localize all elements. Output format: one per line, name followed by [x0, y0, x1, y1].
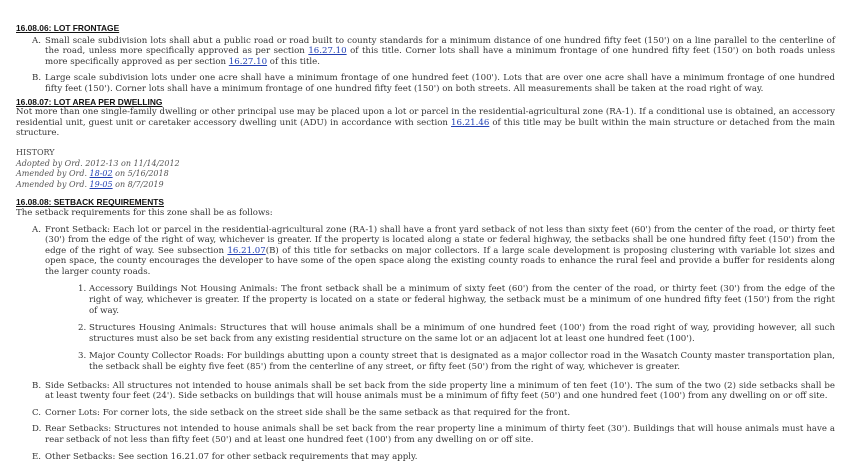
list-item — [16, 408, 835, 419]
item-marker: D. — [32, 424, 42, 435]
item-text: Side Setbacks: All structures not intended to house animals shall be set back from the side property line a minimum of ten feet (10'). The sum of the two (2) side setbacks shall be at least twenty four feet (24'). Side setbacks on buildings that will house animals must be a minimum of fifty feet (50') and one hundred feet (100') from any dwelling on or off site. — [45, 380, 835, 402]
item-marker: 1. — [78, 284, 87, 295]
section-link[interactable]: 16.27.10 — [228, 56, 268, 67]
text-run: Amended by Ord. — [16, 179, 90, 189]
section-link[interactable]: 16.27.10 — [308, 46, 347, 57]
section-link[interactable]: 16.21.46 — [451, 117, 490, 128]
section-heading-setback: 16.08.08: SETBACK REQUIREMENTS — [16, 197, 164, 208]
item-marker: B. — [32, 73, 42, 84]
sub-list-item — [16, 284, 835, 316]
section-heading-lot-frontage: 16.08.06: LOT FRONTAGE — [16, 23, 120, 33]
item-marker: B. — [32, 380, 42, 391]
text-run: (B) of this title for setbacks on major collectors. If a large scale development is proposing clustering with variable lot sizes and open space, the county encourages the developer to have some of the open space along the existing county roads to enhance the rural feel and provide a buffer for residents along the larger county roads. — [45, 245, 835, 277]
item-marker: A. — [32, 35, 41, 46]
history-title: HISTORY — [16, 147, 55, 157]
history-entry — [16, 169, 835, 180]
item-text: Large scale subdivision lots under one acre shall have a minimum frontage of one hundred feet (100'). Lots that are over one acre shall have a minimum frontage of one hundred fifty feet (150'). Corner lots shall have a minimum frontage of one hundred fifty feet (150') on both streets. All measurements shall be taken at the road right of way. — [45, 73, 835, 94]
text-run: of this title may be built within the main structure or detached from the main structure. — [16, 117, 835, 139]
text-run: on 5/16/2018 — [112, 169, 169, 179]
item-text: Structures Housing Animals: Structures that will house animals shall be a minimum of one hundred feet (100') from the road right of way, providing however, all such structures must also be set back from any existing residential structure on the same lot or an adjacent lot at least one hundred feet (100'). — [89, 323, 835, 344]
item-marker: A. — [32, 224, 41, 235]
text-run: Small scale subdivision lots shall abut a public road or road built to county standards for a minimum distance of one hundred fifty feet (150') on a line parallel to the centerline of the road, unless more specifically approved as per section — [45, 35, 835, 57]
item-text — [45, 225, 835, 278]
ordinance-link[interactable]: 18-02 — [89, 169, 113, 179]
ordinance-link[interactable]: 19-05 — [89, 179, 113, 189]
lot-area-paragraph — [16, 107, 835, 139]
history-entry: Adopted by Ord. 2012-13 on 11/14/2012 — [16, 158, 180, 168]
sub-list-item — [16, 351, 835, 372]
list-item — [16, 424, 835, 445]
text-run: Amended by Ord. — [16, 169, 90, 179]
text-run: Front Setback: Each lot or parcel in the residential-agricultural zone (RA-1) shall have a front yard setback of not less than sixty feet (60') from the center of the road, or thirty feet (30') from the edge of the right of way, whichever is greater. If the property is located along a state or federal highway, the setbacks shall be one hundred fifty feet (150') from the edge of the right of way. See subsection — [45, 224, 835, 256]
history-entry — [16, 180, 835, 191]
sub-list-item — [16, 323, 835, 344]
list-item — [16, 225, 835, 278]
section-link[interactable]: 16.21.07 — [227, 245, 266, 256]
item-marker: 2. — [78, 323, 87, 334]
item-text: Corner Lots: For corner lots, the side setback on the street side shall be the same setback as that required for the front. — [45, 407, 571, 418]
setback-intro: The setback requirements for this zone shall be as follows: — [16, 207, 273, 218]
section-heading-lot-area: 16.08.07: LOT AREA PER DWELLING — [16, 96, 163, 107]
item-text — [45, 36, 835, 68]
item-text: Accessory Buildings Not Housing Animals: The front setback shall be a minimum of sixty feet (60') from the center of the road, or thirty feet (30') from the edge of the right of way, whichever is greater. If the property is located on a state or federal highway, the setback must be a minimum of one hundred fifty feet (150') from the right of way. — [89, 284, 835, 316]
list-item — [16, 452, 835, 463]
item-marker: C. — [32, 407, 42, 418]
list-item — [16, 73, 835, 94]
text-run: of this title. Corner lots shall have a minimum frontage of one hundred fifty feet (150') on both roads unless more specifically approved as per section — [45, 46, 835, 67]
text-run: of this title. — [267, 56, 320, 67]
item-text: Rear Setbacks: Structures not intended to house animals shall be set back from the rear property line a minimum of thirty feet (30'). Buildings that will house animals must have a rear setback of not less than fifty feet (50') and at least one hundred feet (100') from any dwelling on or off site. — [45, 424, 835, 445]
text-run: on 8/7/2019 — [112, 179, 164, 189]
setback-list — [16, 225, 835, 463]
item-text: Other Setbacks: See section 16.21.07 for other setback requirements that may apply. — [45, 451, 418, 462]
item-marker: 3. — [78, 351, 87, 362]
lot-frontage-list — [16, 36, 835, 95]
item-text: Major County Collector Roads: For buildings abutting upon a county street that is designated as a major collector road in the Wasatch County master transportation plan, the setback shall be eighty five feet (85') from the centerline of any street, or fifty feet (50') from the right of way, whichever is greater. — [89, 351, 835, 373]
text-run: Not more than one single-family dwelling or other principal use may be placed upon a lot or parcel in the residential-agricultural zone (RA-1). If a conditional use is obtained, an accessory residential unit, guest unit or caretaker accessory dwelling unit (ADU) in accordance with section — [16, 107, 835, 128]
list-item — [16, 36, 835, 68]
list-item — [16, 381, 835, 402]
item-marker: E. — [32, 451, 42, 462]
